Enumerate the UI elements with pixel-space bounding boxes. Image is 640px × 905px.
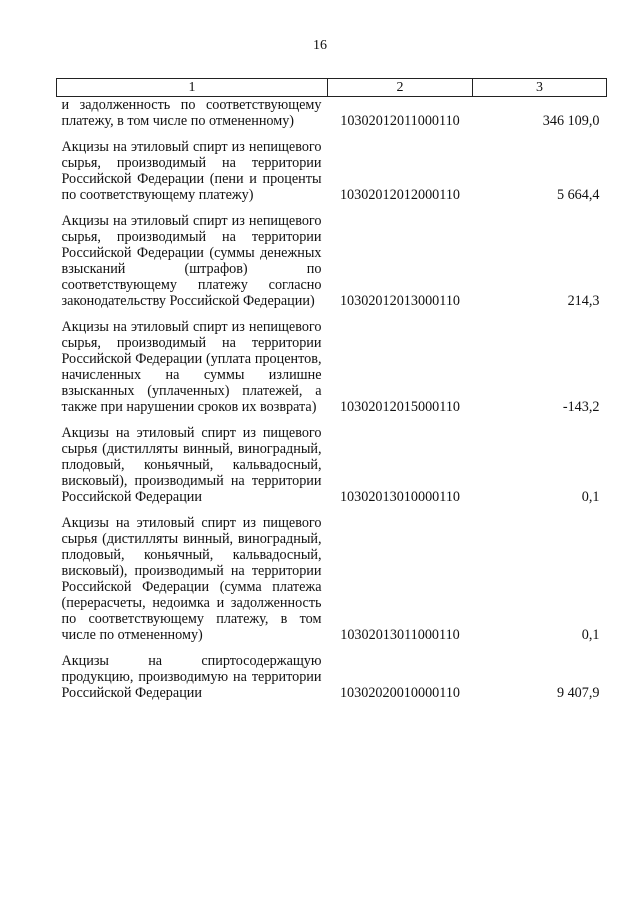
row-description: Акцизы на спиртосодержащую продукцию, производимую на территории Российской Федерации bbox=[61, 653, 322, 701]
row-amount: 0,1 bbox=[581, 627, 600, 643]
column-header-1: 1 bbox=[57, 79, 328, 97]
table-row bbox=[57, 203, 607, 309]
column-header-3: 3 bbox=[473, 79, 607, 97]
table-row bbox=[57, 97, 607, 130]
column-header-2: 2 bbox=[328, 79, 473, 97]
table-row bbox=[57, 643, 607, 701]
table-header-row bbox=[57, 79, 607, 97]
row-amount: 346 109,0 bbox=[542, 113, 600, 129]
row-description: Акцизы на этиловый спирт из непищевого сырья, производимый на территории Российской Федерации (суммы денежных взысканий (штрафов) по соответствующему платежу согласно законодательству Российской Федерации) bbox=[61, 213, 322, 309]
row-code: 10302013010000110 bbox=[339, 489, 461, 505]
budget-table bbox=[56, 78, 607, 701]
row-amount: 5 664,4 bbox=[556, 187, 600, 203]
table-row bbox=[57, 309, 607, 415]
row-code: 10302012012000110 bbox=[339, 187, 461, 203]
row-amount: 0,1 bbox=[581, 489, 600, 505]
row-description: и задолженность по соответствующему платежу, в том числе по отмененному) bbox=[61, 97, 322, 129]
page-number: 16 bbox=[313, 38, 327, 53]
row-description: Акцизы на этиловый спирт из пищевого сырья (дистилляты винный, виноградный, плодовый, коньячный, кальвадосный, висковый), производимый на территории Российской Федерации (сумма платежа (перерасчеты, недоимка и задолженность по соответствующему платежу, в том числе по отмененному) bbox=[61, 515, 322, 643]
row-description: Акцизы на этиловый спирт из непищевого сырья, производимый на территории Российской Федерации (пени и проценты по соответствующему платежу) bbox=[61, 139, 322, 203]
table-row bbox=[57, 129, 607, 203]
row-code: 10302020010000110 bbox=[339, 685, 461, 701]
row-amount: 214,3 bbox=[567, 293, 600, 309]
row-code: 10302012015000110 bbox=[339, 399, 461, 415]
table-row bbox=[57, 505, 607, 643]
row-code: 10302012011000110 bbox=[340, 113, 460, 129]
row-amount: 9 407,9 bbox=[556, 685, 600, 701]
row-description: Акцизы на этиловый спирт из непищевого сырья, производимый на территории Российской Федерации (уплата процентов, начисленных на суммы излишне взысканных (уплаченных) платежей, а также при нарушении сроков их возврата) bbox=[61, 319, 322, 415]
row-amount: -143,2 bbox=[562, 399, 600, 415]
table-row bbox=[57, 415, 607, 505]
row-code: 10302012013000110 bbox=[339, 293, 461, 309]
row-code: 10302013011000110 bbox=[340, 627, 460, 643]
row-description: Акцизы на этиловый спирт из пищевого сырья (дистилляты винный, виноградный, плодовый, коньячный, кальвадосный, висковый), производимый на территории Российской Федерации bbox=[61, 425, 322, 505]
